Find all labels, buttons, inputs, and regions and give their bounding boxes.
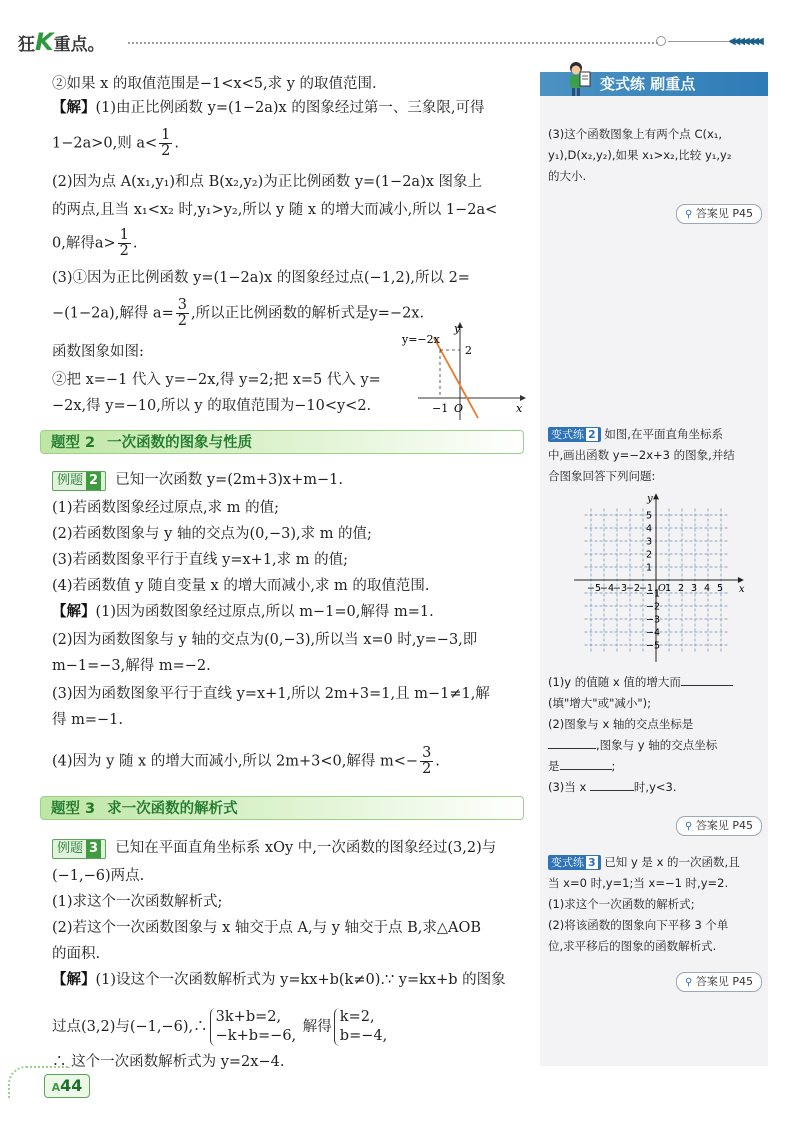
mini-function-graph xyxy=(398,318,528,422)
practice-2-questions: (1)y 的值随 x 值的增大而 (填"增大"或"减小"); (2)图象与 x 轴的交点坐标是 ,图象与 y 轴的交点坐标 是 ; (3)当 x 时,y<3. xyxy=(548,672,760,798)
graph-x-label: x xyxy=(516,402,523,415)
book-logo xyxy=(18,28,105,56)
y-axis-arrow xyxy=(653,493,659,499)
example-tag: 例题 2 xyxy=(52,471,106,491)
question: (2)若函数图象与 y 轴的交点为(0,−3),求 m 的值; xyxy=(52,526,372,542)
solution-line: (3)因为函数图象平行于直线 y=x+1,所以 2m+3=1,且 m−1≠1,解 xyxy=(52,686,490,702)
question: (4)若函数值 y 随自变量 x 的增大而减小,求 m 的取值范围. xyxy=(52,578,430,594)
logo-k: K xyxy=(35,28,54,56)
solution-line: (4)因为 y 随 x 的增大而减小,所以 2m+3<0,解得 m<− $\frac{3}{2}$ . xyxy=(52,745,440,777)
solution-line: 过点(3,2)与(−1,−6),∴ 3k+b=2, −k+b=−6, 解得 k=2, b=−4, xyxy=(52,1009,388,1044)
practice-3: 变式练 3 已知 y 是 x 的一次函数,且 当 x=0 时,y=1;当 x=−1 时,y=2. (1)求这个一次函数的解析式; (2)将该函数的图象向下平移 3 个单 位,求平移后的图象的函数解析式. xyxy=(548,855,740,953)
x-tick-label: 5 xyxy=(717,583,724,594)
header-arrows-icon: ◀◀◀◀◀◀◀ xyxy=(728,36,761,47)
fraction: $\frac{3}{2}$ xyxy=(177,297,187,329)
question: (1)若函数图象经过原点,求 m 的值; xyxy=(52,500,280,516)
example-2: 例题 2 已知一次函数 y=(2m+3)x+m−1. xyxy=(52,470,343,491)
solution-line: 得 m=−1. xyxy=(52,712,123,728)
coordinate-grid xyxy=(570,493,745,664)
question: 的面积. xyxy=(52,946,101,962)
header-circle xyxy=(656,36,666,46)
student-icon xyxy=(566,60,592,96)
y-tick-label: −2 xyxy=(646,601,661,613)
example-tag: 例题 3 xyxy=(52,839,106,859)
text-line: 1−2a>0,则 a< $\frac{1}{2}$ . xyxy=(52,127,179,159)
x-tick-label: 1 xyxy=(665,583,672,594)
header-line xyxy=(668,41,728,42)
x-tick-label: 2 xyxy=(678,583,685,594)
graph-fn-label: y=−2x xyxy=(402,333,440,346)
page-number: A44 xyxy=(44,1074,90,1098)
practice-tag: 变式练 2 xyxy=(548,427,601,442)
solution-line: (2)因为函数图象与 y 轴的交点为(0,−3),所以当 x=0 时,y=−3,即 xyxy=(52,632,478,648)
text-line: −2x,得 y=−10,所以 y 的取值范围为−10<y<2. xyxy=(52,398,372,414)
y-tick-label: 3 xyxy=(646,536,653,548)
practice-tag: 变式练 3 xyxy=(548,855,601,870)
text-line: 【解】(1)由正比例函数 y=(1−2a)x 的图象经过第一、三象限,可得 xyxy=(52,99,485,116)
graph-tick-m1: −1 xyxy=(432,402,449,415)
answer-link[interactable]: ⚲ 答案见 P45 xyxy=(676,816,762,836)
y-tick-label: −5 xyxy=(646,640,661,652)
text-line: −(1−2a),解得 a= $\frac{3}{2}$ ,所以正比例函数的解析式是y=−2x. xyxy=(52,297,425,329)
practice-title: 变式练 刷重点 xyxy=(600,75,696,93)
text-line: 0,解得a> $\frac{1}{2}$ . xyxy=(52,227,138,259)
y-axis-label: y xyxy=(647,493,653,505)
text-line: (3)①因为正比例函数 y=(1−2a)x 的图象经过点(−1,2),所以 2= xyxy=(52,270,470,286)
x-tick-label: −4 xyxy=(600,583,615,594)
header-dotted-line xyxy=(128,42,658,44)
answer-link[interactable]: ⚲ 答案见 P45 xyxy=(676,204,762,224)
text-line: (−1,−6)两点. xyxy=(52,868,145,884)
pin-icon: ⚲ xyxy=(685,209,693,220)
y-tick-label: 4 xyxy=(646,523,653,535)
x-tick-label: −2 xyxy=(626,583,641,594)
text-line: 函数图象如图: xyxy=(52,344,144,360)
x-tick-label: −5 xyxy=(587,583,602,594)
pin-icon: ⚲ xyxy=(685,977,693,988)
y-tick-label: 2 xyxy=(646,549,653,561)
logo-text-2: 重点。 xyxy=(53,35,105,55)
fraction: $\frac{3}{2}$ xyxy=(422,745,432,777)
equation-system: 3k+b=2, −k+b=−6, xyxy=(210,1008,297,1046)
fraction: $\frac{1}{2}$ xyxy=(119,227,129,259)
text-line: ②如果 x 的取值范围是−1<x<5,求 y 的取值范围. xyxy=(52,76,377,92)
text-line: 的两点,且当 x₁<x₂ 时,y₁>y₂,所以 y 随 x 的增大而减小,所以 1−2a< xyxy=(52,202,498,218)
section-3-header: 题型 3 求一次函数的解析式 xyxy=(40,796,524,820)
text-line: (2)因为点 A(x₁,y₁)和点 B(x₂,y₂)为正比例函数 y=(1−2a)x 图象上 xyxy=(52,174,483,190)
solution-line: m−1=−3,解得 m=−2. xyxy=(52,658,211,674)
graph-y-label: y xyxy=(454,322,461,335)
origin-label: O xyxy=(658,583,666,594)
practice-text: (3)这个函数图象上有两个点 C(x₁, y₁),D(x₂,y₂),如果 x₁>x₂,比较 y₁,y₂ 的大小. xyxy=(548,127,732,183)
y-tick-label: −1 xyxy=(646,588,661,600)
solution-line: 【解】(1)因为函数图象经过原点,所以 m−1=0,解得 m=1. xyxy=(52,603,434,620)
question: (2)若这个一次函数图象与 x 轴交于点 A,与 y 轴交于点 B,求△AOB xyxy=(52,920,482,936)
solution-line: ∴ 这个一次函数解析式为 y=2x−4. xyxy=(52,1054,285,1070)
question: (1)求这个一次函数解析式; xyxy=(52,894,223,910)
practice-2: 变式练 2 如图,在平面直角坐标系 中,画出函数 y=−2x+3 的图象,并结 合图象回答下列问题: xyxy=(548,427,735,483)
x-tick-label: 3 xyxy=(691,583,698,594)
text-line: ②把 x=−1 代入 y=−2x,得 y=2;把 x=5 代入 y= xyxy=(52,372,381,388)
x-tick-label: −1 xyxy=(639,583,654,594)
section-2-header: 题型 2 一次函数的图象与性质 xyxy=(40,430,524,454)
solution-label: 【解】 xyxy=(52,99,96,116)
question: (3)若函数图象平行于直线 y=x+1,求 m 的值; xyxy=(52,552,349,568)
y-tick-label: −4 xyxy=(646,627,661,639)
graph-origin: O xyxy=(454,402,464,415)
x-tick-label: 4 xyxy=(704,583,711,594)
y-tick-label: 5 xyxy=(646,510,653,522)
example-3: 例题 3 已知在平面直角坐标系 xOy 中,一次函数的图象经过(3,2)与 xyxy=(52,838,496,859)
solution-line: 【解】(1)设这个一次函数解析式为 y=kx+b(k≠0).∵ y=kx+b 的图象 xyxy=(52,971,506,988)
y-tick-label: −3 xyxy=(646,614,661,626)
y-tick-label: 1 xyxy=(646,562,653,574)
x-axis-label: x xyxy=(738,584,745,595)
equation-system: k=2, b=−4, xyxy=(334,1008,387,1046)
answer-link[interactable]: ⚲ 答案见 P45 xyxy=(676,972,762,992)
logo-text-1: 狂 xyxy=(18,35,35,55)
fraction: $\frac{1}{2}$ xyxy=(161,127,171,159)
graph-tick-2: 2 xyxy=(465,344,472,357)
pin-icon: ⚲ xyxy=(685,821,693,832)
x-tick-label: −3 xyxy=(613,583,628,594)
